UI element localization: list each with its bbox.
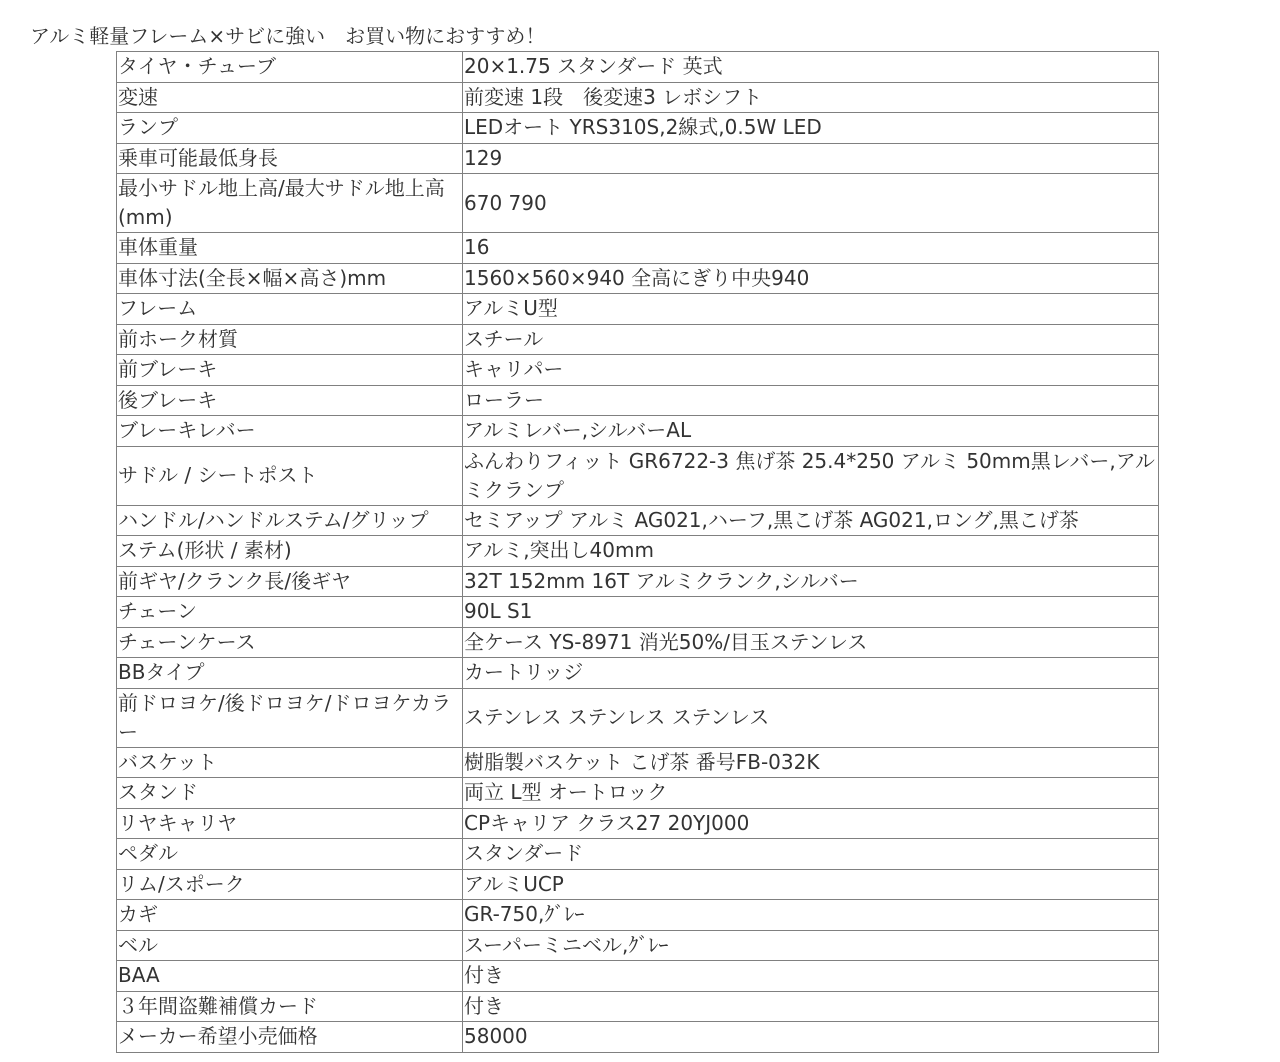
table-row	[117, 263, 1159, 294]
spec-value: スーパーミニベル,ｸﾞﾚｰ	[463, 930, 1159, 961]
table-row	[117, 930, 1159, 961]
spec-label: ランプ	[117, 113, 463, 144]
spec-value: 前変速 1段 後変速3 レボシフト	[463, 82, 1159, 113]
table-row	[117, 627, 1159, 658]
spec-label: サドル / シートポスト	[117, 446, 463, 505]
spec-label: バスケット	[117, 747, 463, 778]
table-row	[117, 113, 1159, 144]
spec-label: リヤキャリヤ	[117, 808, 463, 839]
spec-label: フレーム	[117, 294, 463, 325]
table-row	[117, 869, 1159, 900]
spec-label: ハンドル/ハンドルステム/グリップ	[117, 505, 463, 536]
spec-label: 最小サドル地上高/最大サドル地上高(mm)	[117, 174, 463, 233]
spec-label: BBタイプ	[117, 658, 463, 689]
spec-label: ３年間盗難補償カード	[117, 991, 463, 1022]
table-row	[117, 52, 1159, 83]
spec-value: 付き	[463, 991, 1159, 1022]
table-row	[117, 597, 1159, 628]
spec-table-body	[117, 52, 1159, 1053]
table-row	[117, 900, 1159, 931]
table-row	[117, 747, 1159, 778]
spec-label: 前ギヤ/クランク長/後ギヤ	[117, 566, 463, 597]
spec-value: アルミU型	[463, 294, 1159, 325]
spec-label: ペダル	[117, 839, 463, 870]
table-row	[117, 294, 1159, 325]
spec-value: ステンレス ステンレス ステンレス	[463, 688, 1159, 747]
spec-value: 両立 L型 オートロック	[463, 778, 1159, 809]
spec-label: 前ブレーキ	[117, 355, 463, 386]
table-row	[117, 658, 1159, 689]
page-headline: アルミ軽量フレーム×サビに強い お買い物におすすめ！	[30, 24, 546, 48]
table-row	[117, 991, 1159, 1022]
spec-value: アルミUCP	[463, 869, 1159, 900]
spec-value: 樹脂製バスケット こげ茶 番号FB-032K	[463, 747, 1159, 778]
spec-label: ベル	[117, 930, 463, 961]
table-row	[117, 808, 1159, 839]
spec-label: BAA	[117, 961, 463, 992]
spec-value: スタンダード	[463, 839, 1159, 870]
table-row	[117, 566, 1159, 597]
table-row	[117, 778, 1159, 809]
spec-value: GR-750,ｸﾞﾚｰ	[463, 900, 1159, 931]
spec-value: ローラー	[463, 385, 1159, 416]
spec-value: 129	[463, 143, 1159, 174]
spec-label: 車体重量	[117, 233, 463, 264]
spec-label: チェーン	[117, 597, 463, 628]
table-row	[117, 174, 1159, 233]
spec-value: スチール	[463, 324, 1159, 355]
spec-label: リム/スポーク	[117, 869, 463, 900]
table-row	[117, 505, 1159, 536]
spec-value: ふんわりフィット GR6722-3 焦げ茶 25.4*250 アルミ 50mm黒レバー,アルミクランプ	[463, 446, 1159, 505]
spec-label: ブレーキレバー	[117, 416, 463, 447]
spec-label: 前ホーク材質	[117, 324, 463, 355]
spec-label: 後ブレーキ	[117, 385, 463, 416]
spec-value: 90L S1	[463, 597, 1159, 628]
spec-label: 乗車可能最低身長	[117, 143, 463, 174]
spec-value: 20×1.75 スタンダード 英式	[463, 52, 1159, 83]
spec-value: 670 790	[463, 174, 1159, 233]
spec-label: タイヤ・チューブ	[117, 52, 463, 83]
table-row	[117, 143, 1159, 174]
table-row	[117, 839, 1159, 870]
spec-label: 車体寸法(全長×幅×高さ)mm	[117, 263, 463, 294]
spec-label: 前ドロヨケ/後ドロヨケ/ドロヨケカラー	[117, 688, 463, 747]
spec-value: キャリパー	[463, 355, 1159, 386]
spec-value: LEDオート YRS310S,2線式,0.5W LED	[463, 113, 1159, 144]
spec-value: 全ケース YS-8971 消光50%/目玉ステンレス	[463, 627, 1159, 658]
spec-value: アルミ,突出し40mm	[463, 536, 1159, 567]
table-row	[117, 233, 1159, 264]
spec-value: 58000	[463, 1022, 1159, 1053]
spec-label: チェーンケース	[117, 627, 463, 658]
spec-value: 付き	[463, 961, 1159, 992]
spec-value: CPキャリア クラス27 20YJ000	[463, 808, 1159, 839]
table-row	[117, 82, 1159, 113]
spec-label: メーカー希望小売価格	[117, 1022, 463, 1053]
table-row	[117, 385, 1159, 416]
spec-value: 32T 152mm 16T アルミクランク,シルバー	[463, 566, 1159, 597]
spec-label: カギ	[117, 900, 463, 931]
table-row	[117, 688, 1159, 747]
table-row	[117, 355, 1159, 386]
table-row	[117, 446, 1159, 505]
table-row	[117, 1022, 1159, 1053]
table-row	[117, 324, 1159, 355]
spec-table	[116, 51, 1159, 1053]
spec-label: 変速	[117, 82, 463, 113]
spec-value: 1560×560×940 全高にぎり中央940	[463, 263, 1159, 294]
table-row	[117, 416, 1159, 447]
spec-value: 16	[463, 233, 1159, 264]
table-row	[117, 961, 1159, 992]
spec-label: ステム(形状 / 素材)	[117, 536, 463, 567]
spec-value: カートリッジ	[463, 658, 1159, 689]
table-row	[117, 536, 1159, 567]
spec-value: セミアップ アルミ AG021,ハーフ,黒こげ茶 AG021,ロング,黒こげ茶	[463, 505, 1159, 536]
spec-value: アルミレバー,シルバーAL	[463, 416, 1159, 447]
spec-label: スタンド	[117, 778, 463, 809]
